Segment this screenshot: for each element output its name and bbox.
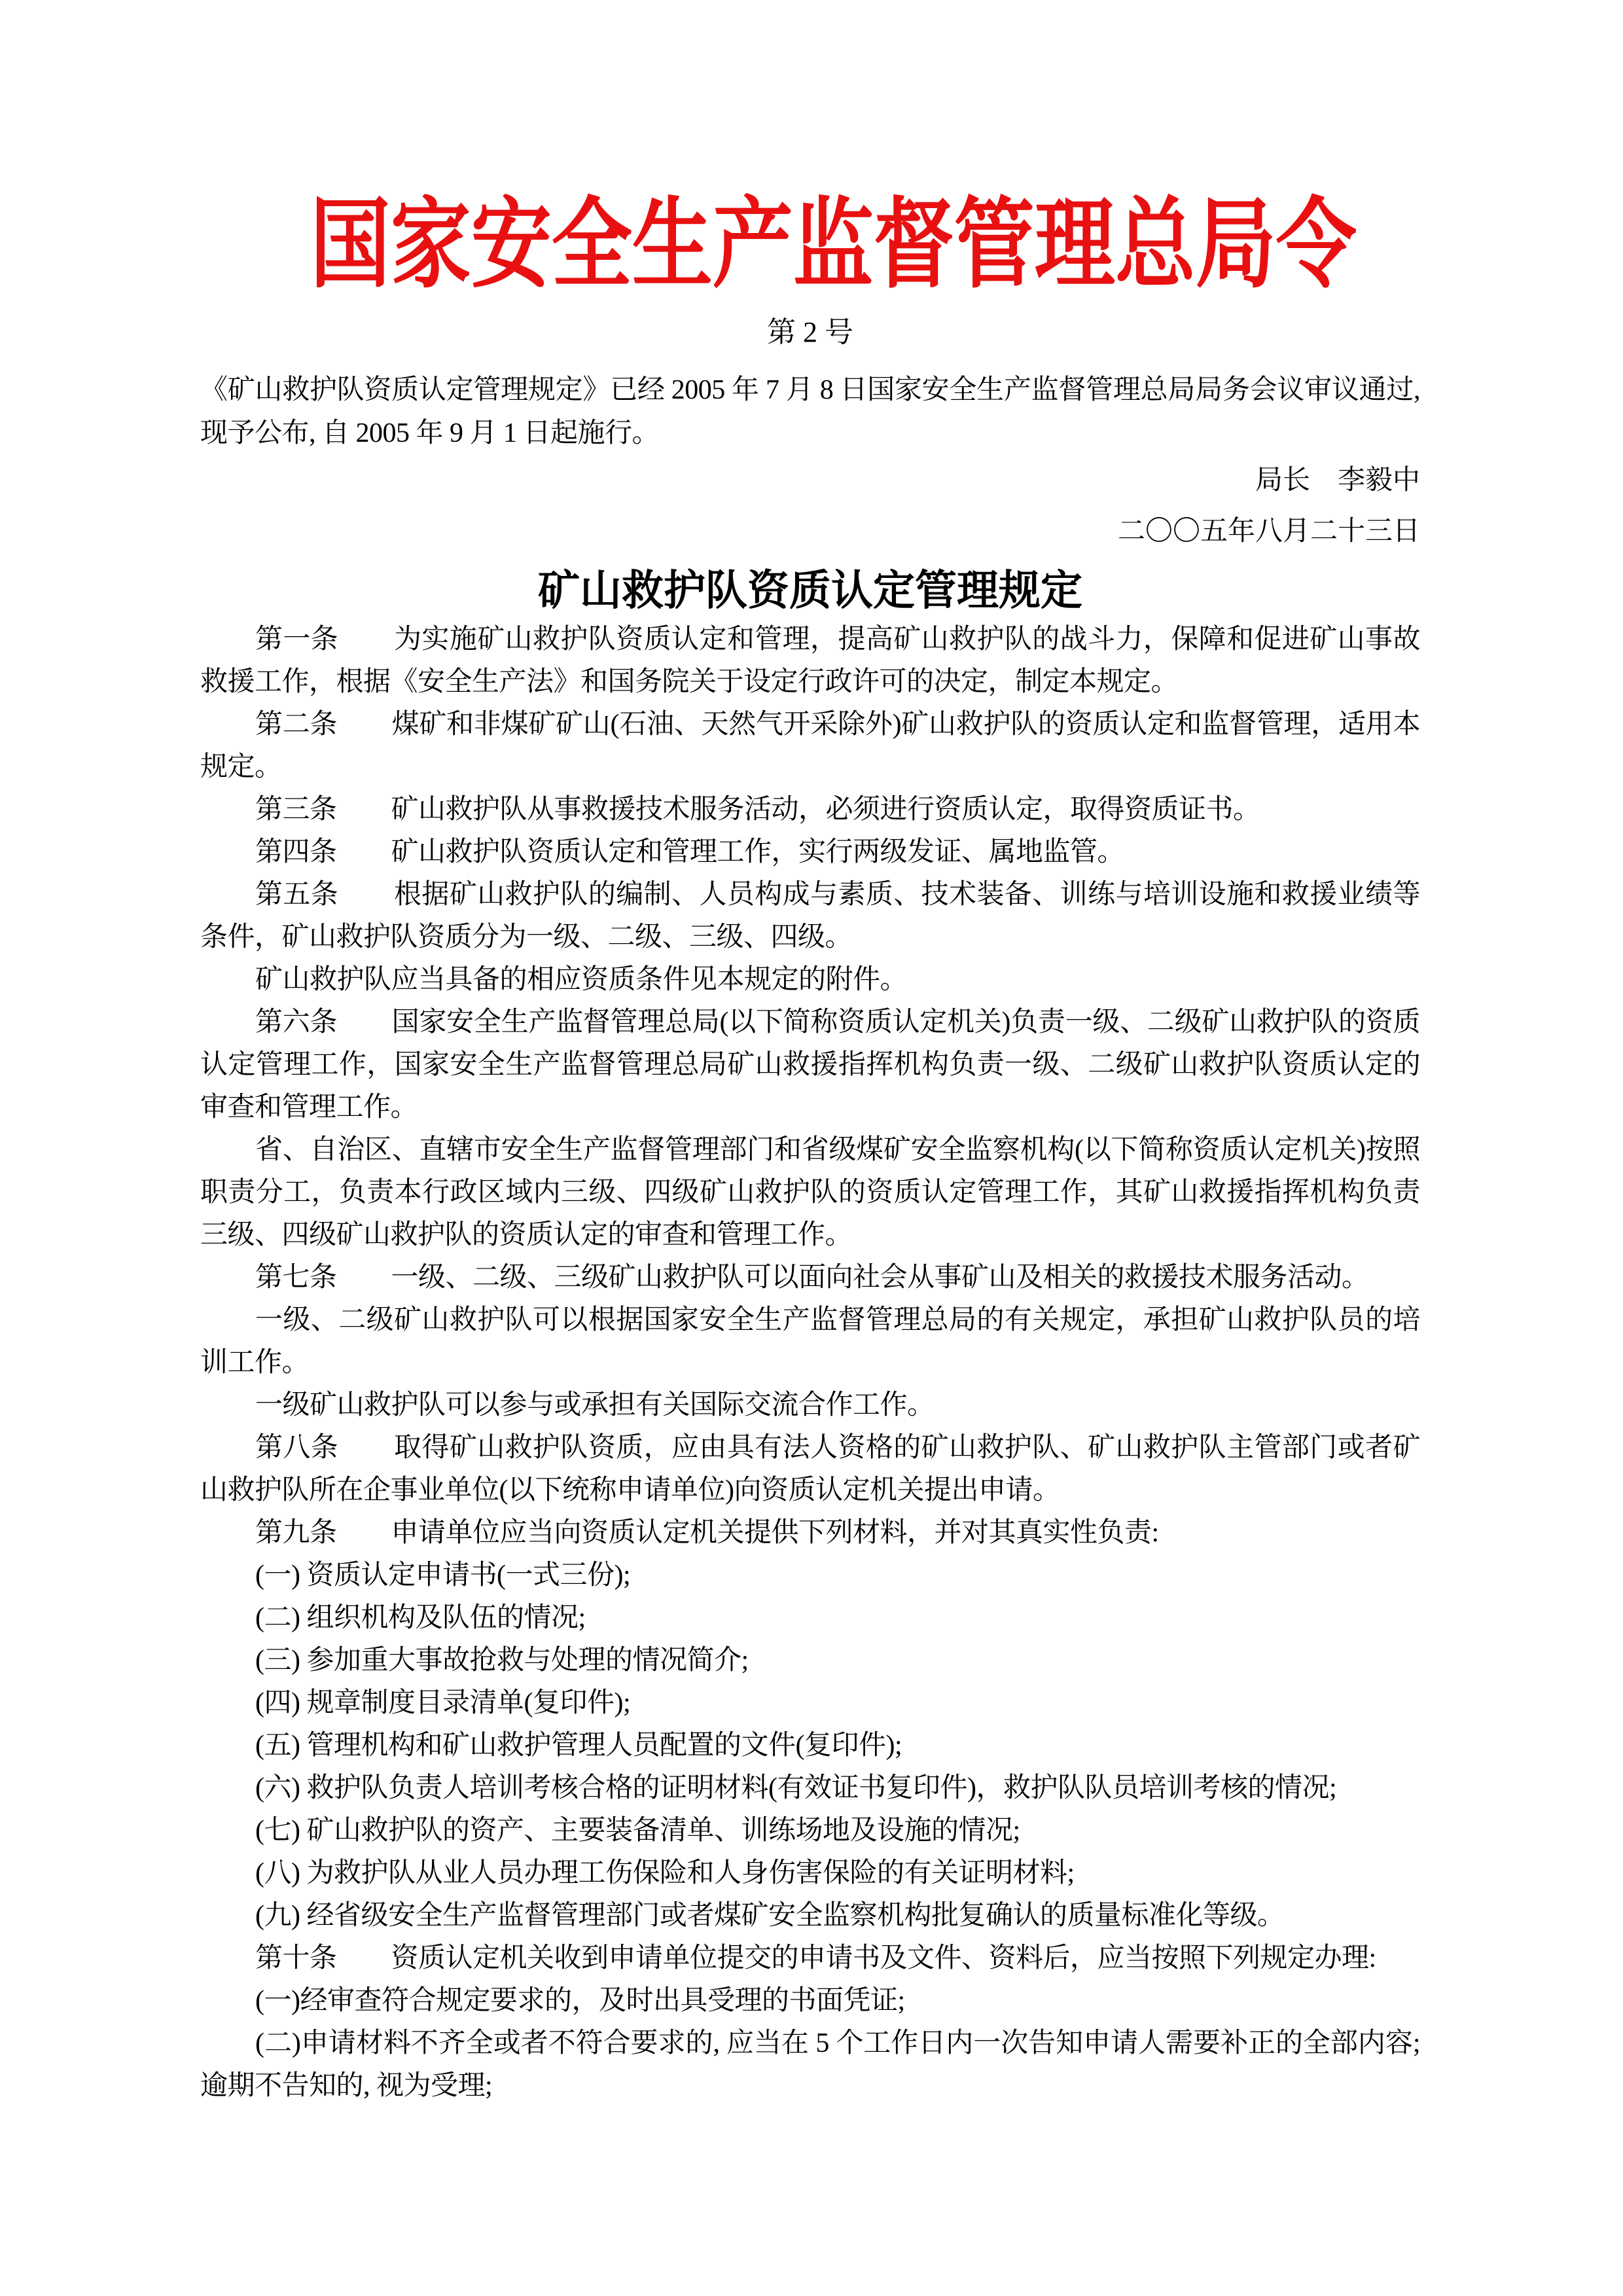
list-item: (五) 管理机构和矿山救护管理人员配置的文件(复印件); [255,1731,902,1761]
article-paragraph: 第七条 一级、二级、三级矿山救护队可以面向社会从事矿山及相关的救援技术服务活动。 [255,1263,1369,1293]
list-item: (二)申请材料不齐全或者不符合要求的, 应当在 5 个工作日内一次告知申请人需要补正的全部内容; 逾期不告知的, 视为受理; [200,2028,1420,2101]
list-item: (三) 参加重大事故抢救与处理的情况简介; [255,1645,749,1676]
article-paragraph: 一级矿山救护队可以参与或承担有关国际交流合作工作。 [255,1390,935,1420]
article-paragraph: 矿山救护队应当具备的相应资质条件见本规定的附件。 [255,965,908,995]
regulation-title: 矿山救护队资质认定管理规定 [538,567,1082,615]
list-item: (八) 为救护队从业人员办理工伤保险和人身伤害保险的有关证明材料; [255,1858,1075,1888]
article-paragraph: 省、自治区、直辖市安全生产监督管理部门和省级煤矿安全监察机构(以下简称资质认定机关)按照职责分工，负责本行政区域内三级、四级矿山救护队的资质认定管理工作，其矿山救援指挥机构负责三级、四级矿山救护队的资质认定的审查和管理工作。 [200,1135,1420,1250]
article-paragraph: 第五条 根据矿山救护队的编制、人员构成与素质、技术装备、训练与培训设施和救援业绩等条件，矿山救护队资质分为一级、二级、三级、四级。 [200,880,1420,952]
article-paragraph: 第八条 取得矿山救护队资质，应由具有法人资格的矿山救护队、矿山救护队主管部门或者矿山救护队所在企事业单位(以下统称申请单位)向资质认定机关提出申请。 [200,1433,1420,1505]
list-item: (七) 矿山救护队的资产、主要装备清单、训练场地及设施的情况; [255,1816,1020,1846]
article-paragraph: 第三条 矿山救护队从事救援技术服务活动，必须进行资质认定，取得资质证书。 [255,795,1260,825]
article-paragraph: 第二条 煤矿和非煤矿矿山(石油、天然气开采除外)矿山救护队的资质认定和监督管理，适用本规定。 [200,709,1420,782]
list-item: (一)经审查符合规定要求的，及时出具受理的书面凭证; [255,1986,905,2016]
list-item: (二) 组织机构及队伍的情况; [255,1603,586,1633]
list-item: (四) 规章制度目录清单(复印件); [255,1688,631,1718]
article-paragraph: 第六条 国家安全生产监督管理总局(以下简称资质认定机关)负责一级、二级矿山救护队的资质认定管理工作，国家安全生产监督管理总局矿山救援指挥机构负责一级、二级矿山救护队资质认定的审查和管理工作。 [200,1007,1420,1122]
document-content [200,0,1420,2108]
signature-date: 二〇〇五年八月二十三日 [1117,516,1420,547]
regulation-body [200,619,1420,2108]
document-number: 第 2 号 [767,316,853,348]
article-paragraph: 第四条 矿山救护队资质认定和管理工作，实行两级发证、属地监管。 [255,837,1125,867]
list-item: (六) 救护队负责人培训考核合格的证明材料(有效证书复印件)，救护队队员培训考核的情况; [255,1773,1337,1803]
signature-name: 局长 李毅中 [1255,465,1420,495]
article-paragraph: 一级、二级矿山救护队可以根据国家安全生产监督管理总局的有关规定，承担矿山救护队员的培训工作。 [200,1305,1420,1378]
preamble-paragraph: 《矿山救护队资质认定管理规定》已经 2005 年 7 月 8 日国家安全生产监督管理总局局务会议审议通过, 现予公布, 自 2005 年 9 月 1 日起施行。 [200,375,1420,448]
article-paragraph: 第十条 资质认定机关收到申请单位提交的申请书及文件、资料后，应当按照下列规定办理: [255,1943,1376,1973]
list-item: (一) 资质认定申请书(一式三份); [255,1560,631,1590]
list-item: (九) 经省级安全生产监督管理部门或者煤矿安全监察机构批复确认的质量标准化等级。 [255,1901,1285,1931]
document-title: 国家安全生产监督管理总局令 [310,191,1357,300]
article-paragraph: 第九条 申请单位应当向资质认定机关提供下列材料，并对其真实性负责: [255,1518,1159,1548]
article-paragraph: 第一条 为实施矿山救护队资质认定和管理，提高矿山救护队的战斗力，保障和促进矿山事故救援工作，根据《安全生产法》和国务院关于设定行政许可的决定，制定本规定。 [200,624,1420,697]
signature-block [200,455,1420,557]
